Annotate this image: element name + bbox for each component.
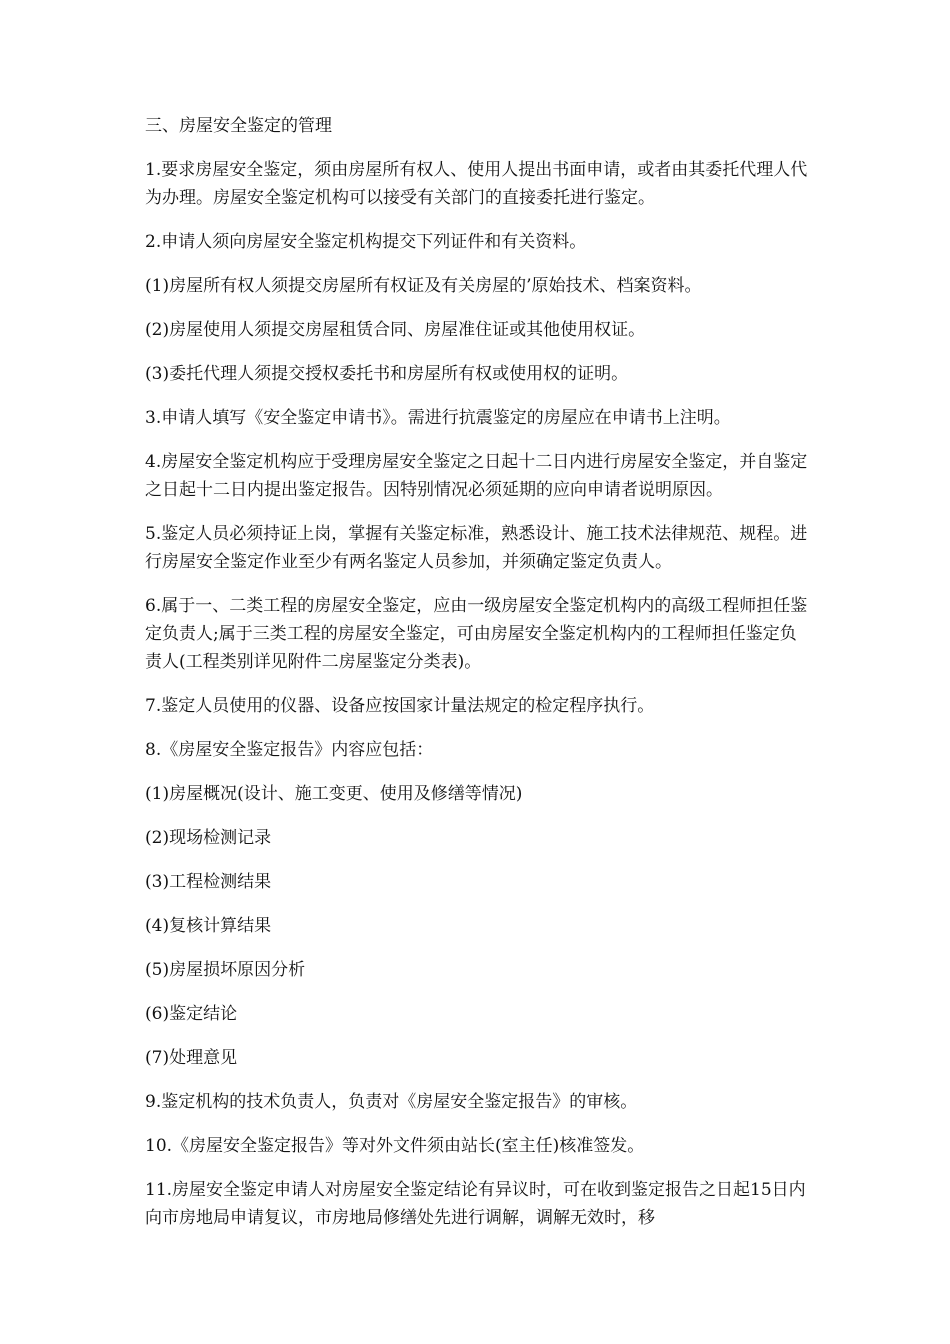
paragraph-10: 10.《房屋安全鉴定报告》等对外文件须由站长(室主任)核准签发。 (145, 1136, 645, 1156)
paragraph-8-item-7: (7)处理意见 (145, 1048, 238, 1068)
paragraph-8: 8.《房屋安全鉴定报告》内容应包括： (145, 740, 434, 760)
paragraph-5: 5.鉴定人员必须持证上岗，掌握有关鉴定标准，熟悉设计、施工技术法律规范、规程。进行房屋安全鉴定作业至少有两名鉴定人员参加，并须确定鉴定负责人。 (145, 524, 808, 572)
paragraph-4: 4.房屋安全鉴定机构应于受理房屋安全鉴定之日起十二日内进行房屋安全鉴定，并自鉴定之日起十二日内提出鉴定报告。因特别情况必须延期的应向申请者说明原因。 (145, 452, 808, 500)
paragraph-2-item-2: (2)房屋使用人须提交房屋租赁合同、房屋准住证或其他使用权证。 (145, 320, 646, 340)
paragraph-3: 3.申请人填写《安全鉴定申请书》。需进行抗震鉴定的房屋应在申请书上注明。 (145, 408, 731, 428)
paragraph-6: 6.属于一、二类工程的房屋安全鉴定，应由一级房屋安全鉴定机构内的高级工程师担任鉴定负责人;属于三类工程的房屋安全鉴定，可由房屋安全鉴定机构内的工程师担任鉴定负责人(工程类别详见附件二房屋鉴定分类表)。 (145, 596, 808, 672)
paragraph-9: 9.鉴定机构的技术负责人，负责对《房屋安全鉴定报告》的审核。 (145, 1092, 638, 1112)
paragraph-2-item-3: (3)委托代理人须提交授权委托书和房屋所有权或使用权的证明。 (145, 364, 629, 384)
paragraph-8-item-6: (6)鉴定结论 (145, 1004, 238, 1024)
paragraph-8-item-4: (4)复核计算结果 (145, 916, 272, 936)
paragraph-2-item-1: (1)房屋所有权人须提交房屋所有权证及有关房屋的’原始技术、档案资料。 (145, 276, 702, 296)
paragraph-8-item-5: (5)房屋损坏原因分析 (145, 960, 306, 980)
paragraph-1: 1.要求房屋安全鉴定，须由房屋所有权人、使用人提出书面申请，或者由其委托代理人代为办理。房屋安全鉴定机构可以接受有关部门的直接委托进行鉴定。 (145, 160, 808, 208)
paragraph-8-item-3: (3)工程检测结果 (145, 872, 272, 892)
section-heading: 三、房屋安全鉴定的管理 (145, 116, 332, 136)
document-body (145, 112, 810, 1248)
paragraph-8-item-1: (1)房屋概况(设计、施工变更、使用及修缮等情况) (145, 784, 523, 804)
paragraph-11: 11.房屋安全鉴定申请人对房屋安全鉴定结论有异议时，可在收到鉴定报告之日起15日内向市房地局申请复议，市房地局修缮处先进行调解，调解无效时，移 (145, 1180, 806, 1228)
paragraph-8-item-2: (2)现场检测记录 (145, 828, 272, 848)
paragraph-7: 7.鉴定人员使用的仪器、设备应按国家计量法规定的检定程序执行。 (145, 696, 655, 716)
paragraph-2: 2.申请人须向房屋安全鉴定机构提交下列证件和有关资料。 (145, 232, 587, 252)
